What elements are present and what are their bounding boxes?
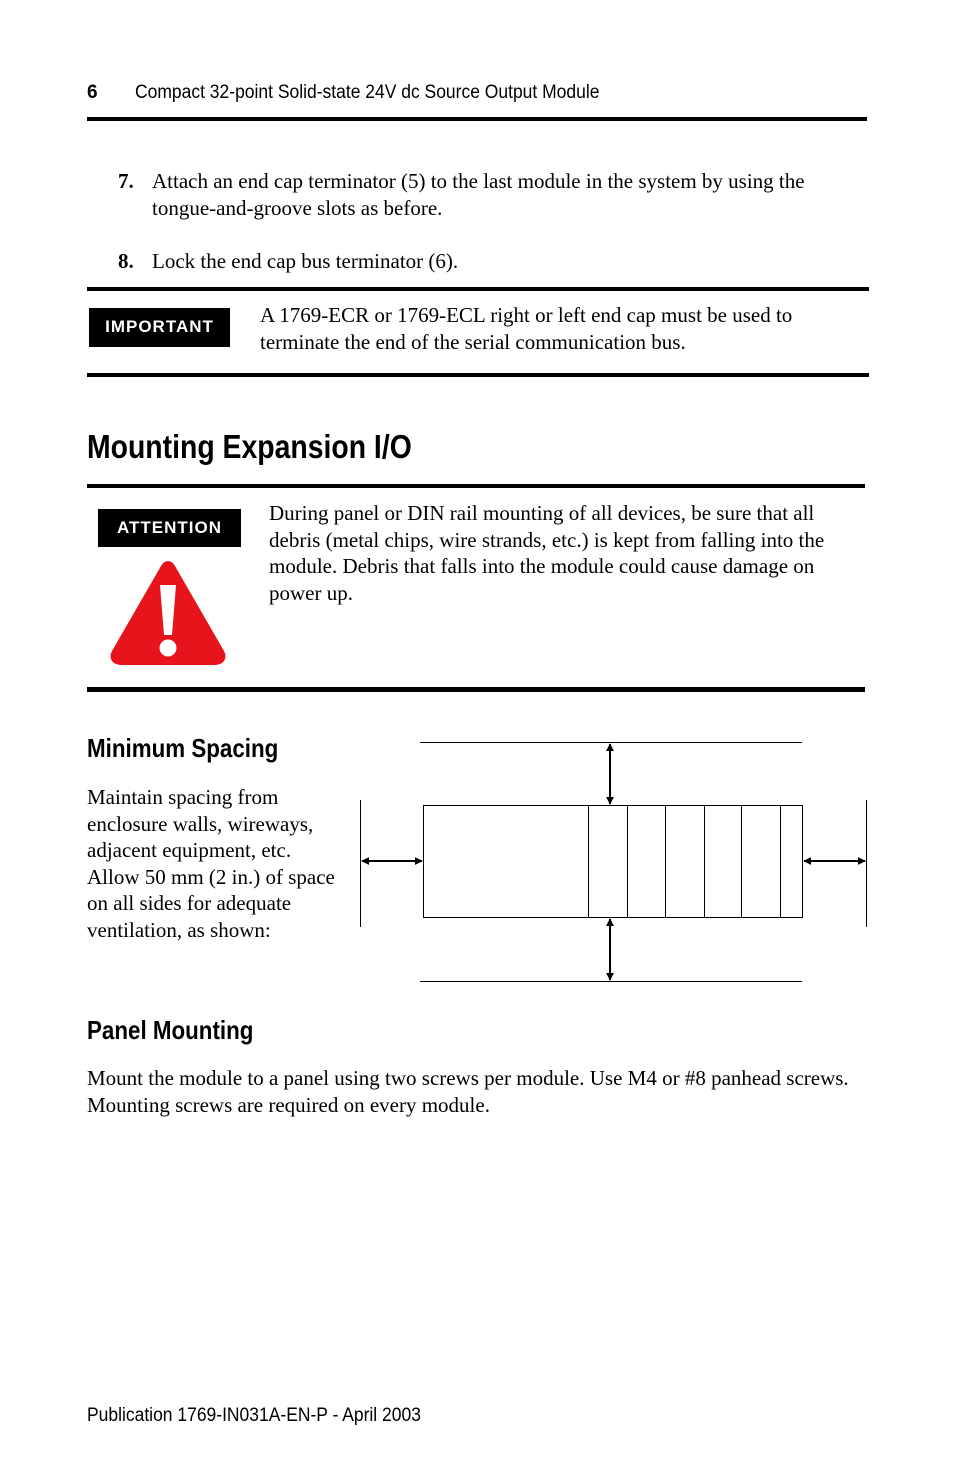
- publication-footer: Publication 1769-IN031A-EN-P - April 2003: [87, 1405, 421, 1426]
- header-rule: [87, 117, 867, 121]
- step-number-7: 7.: [118, 169, 134, 193]
- spacing-diagram: [350, 735, 875, 990]
- step-text-7: Attach an end cap terminator (5) to the last module in the system by using the tongue-and-groove slots as before.: [152, 169, 805, 220]
- running-header-title: Compact 32-point Solid-state 24V dc Source Output Module: [135, 82, 600, 103]
- important-label: IMPORTANT: [89, 308, 230, 347]
- minimum-spacing-text: Maintain spacing from enclosure walls, wireways, adjacent equipment, etc. Allow 50 mm (2 in.) of space on all sides for adequate ventilation, as shown:: [87, 785, 335, 942]
- page-number: 6: [87, 82, 98, 103]
- important-top-rule: [87, 287, 869, 291]
- warning-triangle-icon: [108, 555, 228, 667]
- attention-bottom-rule: [87, 687, 865, 692]
- section-title: Mounting Expansion I/O: [87, 428, 412, 465]
- panel-mounting-title: Panel Mounting: [87, 1015, 254, 1045]
- attention-label: ATTENTION: [98, 509, 241, 547]
- attention-top-rule: [87, 484, 865, 488]
- module-outline: [424, 806, 803, 918]
- important-text: A 1769-ECR or 1769-ECL right or left end cap must be used to terminate the end of the serial communication bus.: [260, 303, 793, 354]
- panel-mounting-text: Mount the module to a panel using two screws per module. Use M4 or #8 panhead screws. Mounting screws are required on every module.: [87, 1066, 849, 1117]
- attention-text: During panel or DIN rail mounting of all devices, be sure that all debris (metal chips, wire strands, etc.) is kept from falling into the module. Debris that falls into the module could cause damage on power up.: [269, 501, 825, 605]
- important-bottom-rule: [87, 373, 869, 377]
- minimum-spacing-title: Minimum Spacing: [87, 733, 279, 763]
- step-text-8: Lock the end cap bus terminator (6).: [152, 249, 459, 273]
- step-number-8: 8.: [118, 249, 134, 273]
